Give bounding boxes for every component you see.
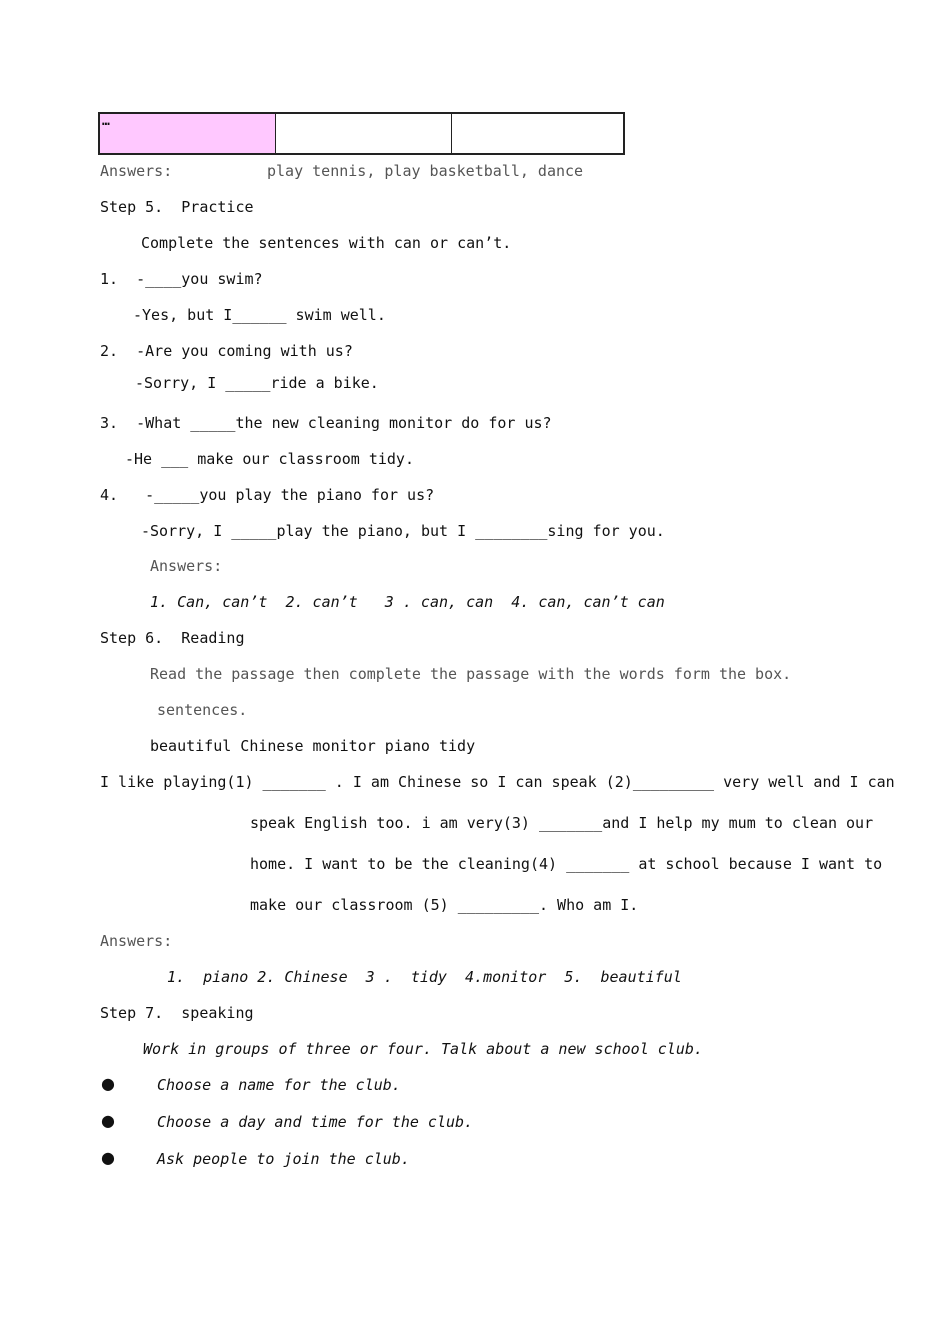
question-4b: -Sorry, I _____play the piano, but I ________sing for you. [141,522,665,540]
step5-instruction: Complete the sentences with can or can’t. [141,234,512,252]
question-4a: 4. -_____you play the piano for us? [100,486,435,504]
table-cell [452,114,623,153]
passage-line-2: speak English too. i am very(3) _______and I help my mum to clean our [250,814,874,832]
step5-answers: 1. Can, can’t 2. can’t 3 . can, can 4. can, can’t can [150,593,665,611]
step6-answers-label: Answers: [100,932,173,950]
answers-label: Answers: [100,162,173,180]
question-1b: -Yes, but I______ swim well. [133,306,386,324]
answers-text: play tennis, play basketball, dance [267,162,584,180]
bullet-item-2: Choose a day and time for the club. [157,1113,474,1131]
passage-line-4: make our classroom (5) _________. Who am I. [250,896,639,914]
question-1a: 1. -____you swim? [100,270,263,288]
step5-answers-label: Answers: [150,557,223,575]
bullet-item-3: Ask people to join the club. [157,1150,410,1168]
question-2b: -Sorry, I _____ride a bike. [135,374,379,392]
step7-heading: Step 7. speaking [100,1004,254,1022]
step5-heading: Step 5. Practice [100,198,254,216]
table-cell-pink [100,114,276,153]
table-fragment [98,112,625,155]
word-box: beautiful Chinese monitor piano tidy [150,737,476,755]
bullet-icon: ● [101,1148,115,1167]
bullet-icon: ● [101,1074,115,1093]
table-cell [276,114,452,153]
step6-instruction-2: sentences. [157,701,248,719]
step6-answers: 1. piano 2. Chinese 3 . tidy 4.monitor 5. beautiful [167,968,682,986]
question-3b: -He ___ make our classroom tidy. [125,450,414,468]
bullet-icon: ● [101,1111,115,1130]
passage-line-3: home. I want to be the cleaning(4) _______ at school because I want to [250,855,883,873]
question-2a: 2. -Are you coming with us? [100,342,353,360]
step7-instruction: Work in groups of three or four. Talk about a new school club. [143,1040,703,1058]
step6-heading: Step 6. Reading [100,629,245,647]
step6-instruction: Read the passage then complete the passage with the words form the box. [150,665,792,683]
question-3a: 3. -What _____the new cleaning monitor do for us? [100,414,552,432]
bullet-item-1: Choose a name for the club. [157,1076,401,1094]
ellipsis-text: … [102,114,110,129]
passage-line-1: I like playing(1) _______ . I am Chinese so I can speak (2)_________ very well and I can [100,773,895,791]
